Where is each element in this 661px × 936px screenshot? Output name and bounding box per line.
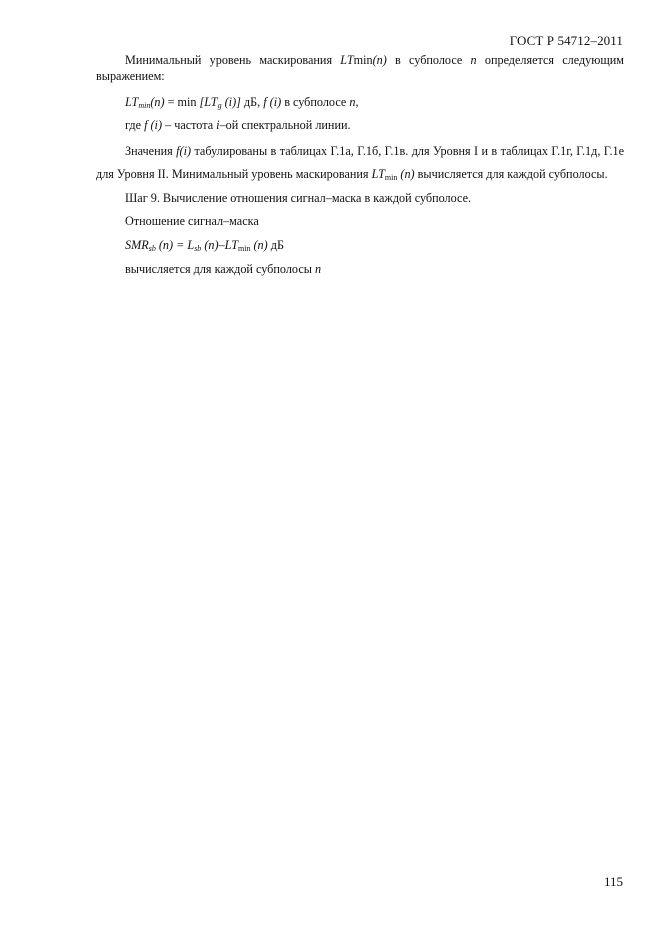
page-footer xyxy=(604,874,623,890)
math-run: (n) xyxy=(397,167,415,181)
math-subscript: sb xyxy=(148,244,156,253)
document-header xyxy=(510,33,623,49)
math-run: (n) xyxy=(150,95,165,109)
text-run: = min xyxy=(164,95,200,109)
math-run: (i)] xyxy=(221,95,241,109)
math-run: LT xyxy=(371,167,385,181)
text-run: Значения xyxy=(125,144,177,158)
math-run: (n) xyxy=(250,238,268,252)
formula-smr xyxy=(96,237,624,253)
text-run: Минимальный уровень маскирования xyxy=(125,53,341,67)
math-subscript: min xyxy=(138,101,151,110)
text-run: Отношение сигнал–маска xyxy=(125,214,259,228)
text-run: дБ, xyxy=(240,95,264,109)
text-run: – частота xyxy=(162,118,217,132)
paragraph-fi-tables xyxy=(96,140,624,186)
math-run: n xyxy=(470,53,477,67)
paragraph-step-9 xyxy=(96,190,624,206)
text-run: вычисляется для каждой субполосы xyxy=(125,262,315,276)
paragraph-smr-intro xyxy=(96,213,624,229)
math-subscript: sb xyxy=(194,244,202,253)
text-run: где xyxy=(125,118,145,132)
page-number: 115 xyxy=(603,874,623,889)
text-run: табулированы в таблицах Г.1а, Г.1б, Г.1в. для Уровня I и в таблицах Г.1г, Г.1д, Г.1е для Уровня II. Минимальный уровень маскирования xyxy=(96,144,624,181)
math-run: (n)–LT xyxy=(201,238,238,252)
text-run: дБ xyxy=(267,238,284,252)
text-run: в субполосе xyxy=(281,95,350,109)
math-subscript: min xyxy=(384,173,398,182)
math-run: i xyxy=(216,118,220,132)
math-run: LT xyxy=(125,95,139,109)
document-id: ГОСТ Р 54712–2011 xyxy=(509,33,623,48)
math-run: n xyxy=(314,262,322,276)
math-run: f (i) xyxy=(263,95,282,109)
text-run: вычисляется для каждой субполосы. xyxy=(414,167,608,181)
math-run: f (i) xyxy=(144,118,162,132)
math-run: f(i) xyxy=(176,144,192,158)
text-run: –ой спектральной линии. xyxy=(219,118,351,132)
math-run: SMR xyxy=(125,238,149,252)
formula-lt-min xyxy=(96,94,624,110)
math-run: (n) xyxy=(372,53,387,67)
math-run: n, xyxy=(349,95,359,109)
page-body xyxy=(96,52,624,277)
paragraph-smr-computed xyxy=(96,261,624,277)
math-run: [LT xyxy=(199,95,218,109)
text-run: в субполосе xyxy=(386,53,471,67)
math-run: (n) = L xyxy=(155,238,195,252)
math-subscript: min xyxy=(237,244,251,253)
paragraph-min-masking-intro xyxy=(96,52,624,84)
text-run: определяется следующим выражением: xyxy=(96,53,624,83)
math-subscript: g xyxy=(217,101,222,110)
paragraph-where-fi xyxy=(96,117,624,133)
math-run: LT xyxy=(340,53,354,67)
text-run: min xyxy=(353,53,373,67)
text-run: Шаг 9. Вычисление отношения сигнал–маска в каждой субполосе. xyxy=(125,191,472,205)
